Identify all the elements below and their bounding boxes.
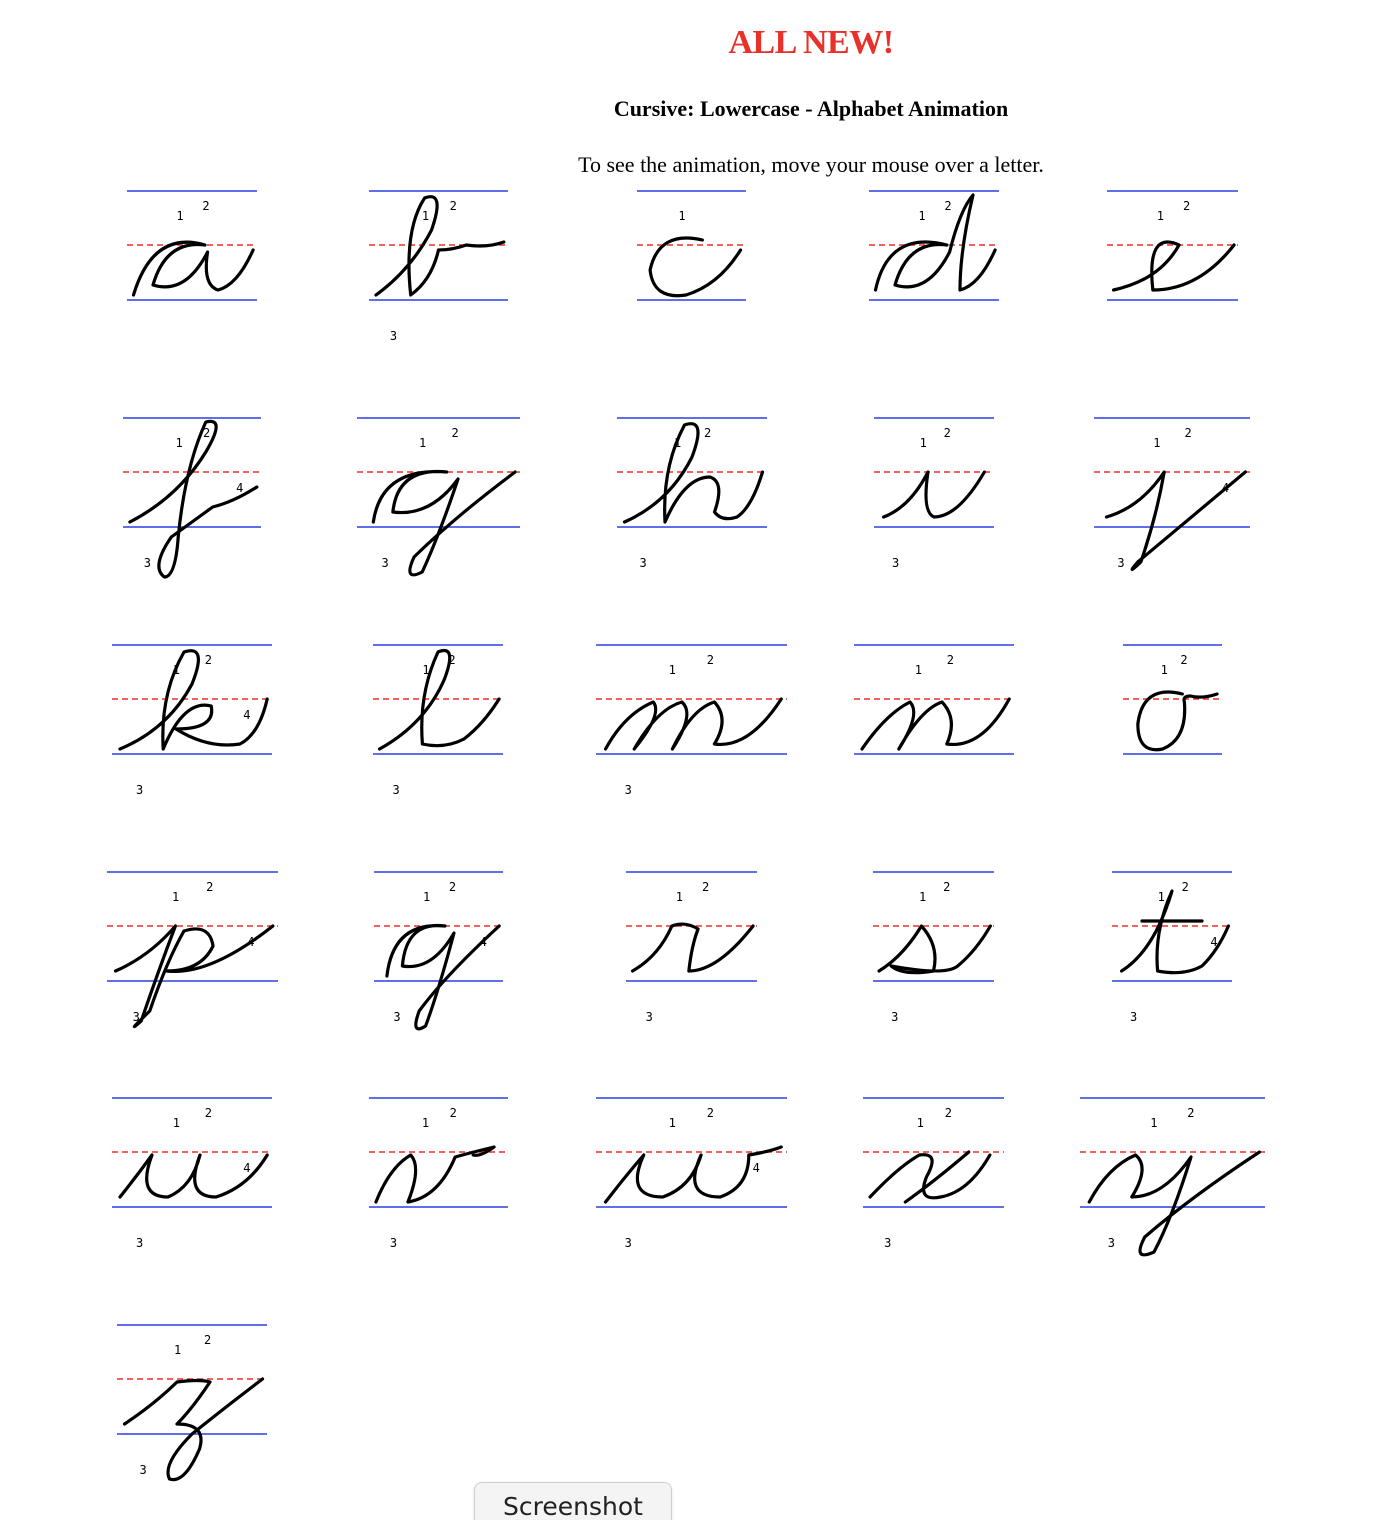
stroke-number-label: 2 [448,653,456,667]
stroke-number-label: 3 [389,1236,398,1250]
stroke-number-label: 2 [704,426,712,440]
stroke-number-label: 2 [706,653,715,667]
stroke-number-label: 2 [1180,653,1188,667]
stroke-number-label: 1 [175,436,183,450]
stroke-number-label: 2 [1184,426,1192,440]
letter-h-tile[interactable] [617,417,767,607]
stroke-number-label: 2 [944,1106,953,1120]
letter-s-glyph [879,926,990,973]
stroke-number-label: 4 [236,481,244,495]
letter-v-glyph [376,1147,494,1202]
letter-e-svg [1107,190,1238,380]
stroke-number-label: 2 [204,1333,212,1347]
stroke-number-label: 4 [1221,481,1230,495]
stroke-number-label: 1 [176,209,184,223]
letter-j-svg [1094,417,1250,607]
stroke-number-label: 2 [449,1106,457,1120]
letter-h-svg [617,417,767,607]
letter-q-svg [374,871,503,1061]
instructions-text: To see the animation, move your mouse over a letter. [578,152,1044,177]
letter-r-glyph [633,924,754,971]
stroke-number-label: 3 [392,783,400,797]
stroke-number-label: 1 [919,436,927,450]
stroke-number-label: 2 [943,880,951,894]
stroke-number-label: 2 [204,1106,213,1120]
letter-t-stroke [1122,891,1229,973]
stroke-number-label: 2 [944,199,952,213]
letter-y-tile[interactable] [1080,1097,1265,1287]
stroke-number-label: 3 [645,1010,653,1024]
letter-b-glyph [376,197,504,295]
letter-t-tile[interactable] [1112,871,1232,1061]
letter-e-stroke [1114,242,1235,290]
stroke-number-label: 1 [421,1116,430,1130]
page-subtitle: Cursive: Lowercase - Alphabet Animation [613,96,1009,121]
stroke-number-label: 1 [916,1116,924,1130]
letter-k-svg [112,644,272,834]
letter-f-glyph [130,421,257,577]
stroke-number-label: 4 [479,935,488,949]
letter-r-stroke [633,924,754,971]
stroke-number-label: 3 [393,1010,401,1024]
headline: ALL NEW! [728,24,894,61]
stroke-number-label: 3 [1130,1010,1138,1024]
stroke-number-label: 1 [668,1116,676,1130]
stroke-number-label: 3 [136,1236,144,1250]
stroke-number-label: 3 [136,783,144,797]
letter-e-tile[interactable] [1107,190,1238,380]
letter-c-tile[interactable] [637,190,746,380]
letter-w-tile[interactable] [596,1097,787,1287]
letter-o-glyph [1138,692,1217,750]
stroke-number-label: 2 [946,653,955,667]
stroke-number-label: 4 [1210,935,1218,949]
stroke-number-label: 1 [678,209,686,223]
letter-d-svg [869,190,999,380]
stroke-number-label: 1 [1156,209,1165,223]
stroke-number-label: 3 [1107,1236,1115,1250]
letter-c-glyph [650,238,740,296]
letter-p-tile[interactable] [107,871,278,1061]
letter-h-stroke [625,424,763,522]
letter-g-svg [357,417,520,607]
stroke-number-label: 2 [1181,880,1189,894]
letter-u-svg [112,1097,272,1287]
stroke-number-label: 2 [706,1106,715,1120]
letter-c-svg [637,190,746,380]
letter-a-svg [127,190,257,380]
stroke-number-label: 2 [448,880,457,894]
letter-i-tile[interactable] [874,417,994,607]
letter-m-glyph [606,699,782,749]
stroke-number-label: 3 [891,1010,899,1024]
stroke-number-label: 1 [1150,1116,1158,1130]
stroke-number-label: 3 [139,1463,147,1477]
stroke-number-label: 1 [174,1343,182,1357]
letter-m-svg [596,644,787,834]
stroke-number-label: 3 [381,556,389,570]
letter-f-svg [123,417,261,607]
stroke-number-label: 3 [143,556,151,570]
stroke-number-label: 1 [1153,436,1161,450]
letter-d-stroke [876,195,996,290]
letter-n-svg [854,644,1014,834]
letter-e-glyph [1114,242,1235,290]
letter-x-svg [863,1097,1004,1287]
letter-m-stroke [606,699,782,749]
letter-s-stroke [879,926,990,973]
stroke-number-label: 3 [132,1010,140,1024]
letter-l-tile[interactable] [373,644,503,834]
stroke-number-label: 1 [668,663,676,677]
stroke-number-label: 1 [171,890,180,904]
letter-j-tile[interactable] [1094,417,1250,607]
letter-a-stroke [134,242,254,295]
letter-v-svg [369,1097,508,1287]
letter-x-tile[interactable] [863,1097,1004,1287]
letter-t-svg [1112,871,1232,1061]
stroke-number-label: 2 [943,426,951,440]
letter-w-svg [596,1097,787,1287]
stroke-number-label: 2 [203,426,211,440]
letter-r-tile[interactable] [626,871,757,1061]
letter-k-stroke [120,651,267,749]
stroke-number-label: 2 [449,199,457,213]
letter-o-stroke [1138,692,1217,750]
stroke-number-label: 2 [701,880,710,894]
letter-v-tile[interactable] [369,1097,508,1287]
letter-f-tile[interactable] [123,417,261,607]
letter-c-stroke [650,238,740,296]
stroke-number-label: 2 [202,199,210,213]
letter-z-svg [117,1324,267,1514]
stroke-number-label: 2 [204,653,213,667]
letter-g-glyph [373,472,515,575]
stroke-number-label: 3 [624,783,632,797]
letter-v-stroke [376,1147,494,1202]
stroke-number-label: 3 [624,1236,632,1250]
stroke-number-label: 3 [884,1236,892,1250]
stroke-number-label: 1 [918,209,926,223]
letter-n-glyph [862,699,1009,749]
stroke-number-label: 2 [451,426,459,440]
letter-t-glyph [1122,891,1229,973]
letter-i-stroke [884,472,985,517]
letter-k-glyph [120,651,267,749]
stroke-number-label: 1 [675,890,684,904]
letter-d-glyph [876,195,996,290]
stroke-number-label: 1 [914,663,923,677]
letter-d-tile[interactable] [869,190,999,380]
stroke-number-label: 1 [674,436,682,450]
stroke-number-label: 1 [172,663,181,677]
stroke-number-label: 1 [422,663,430,677]
letter-s-tile[interactable] [873,871,994,1061]
letter-m-tile[interactable] [596,644,787,834]
stroke-number-label: 1 [423,890,431,904]
stroke-number-label: 1 [1157,890,1165,904]
letter-i-svg [874,417,994,607]
stroke-number-label: 3 [1117,556,1125,570]
letter-s-svg [873,871,994,1061]
letter-k-tile[interactable] [112,644,272,834]
stroke-number-label: 4 [243,1161,251,1175]
letter-n-tile[interactable] [854,644,1014,834]
letter-r-svg [626,871,757,1061]
stroke-number-label: 1 [418,436,427,450]
letter-b-stroke [376,197,504,295]
letter-g-stroke [373,472,515,575]
letter-z-tile[interactable] [117,1324,267,1514]
stroke-number-label: 1 [172,1116,181,1130]
letter-q-tile[interactable] [374,871,503,1061]
letter-h-glyph [625,424,763,522]
stroke-number-label: 3 [639,556,647,570]
letter-a-tile[interactable] [127,190,257,380]
letter-f-stroke [130,421,257,577]
letter-o-svg [1123,644,1222,834]
letter-g-tile[interactable] [357,417,520,607]
screenshot-button[interactable]: Screenshot [474,1482,672,1520]
letter-b-svg [369,190,508,380]
stroke-number-label: 1 [1160,663,1168,677]
letter-o-tile[interactable] [1123,644,1222,834]
letter-b-tile[interactable] [369,190,508,380]
stroke-number-label: 2 [1182,199,1191,213]
stroke-number-label: 1 [421,209,430,223]
stroke-number-label: 4 [752,1161,760,1175]
letter-i-glyph [884,472,985,517]
stroke-number-label: 1 [918,890,927,904]
letter-n-stroke [862,699,1009,749]
stroke-number-label: 2 [1187,1106,1195,1120]
letter-x-stroke [870,1152,990,1202]
stroke-number-label: 3 [892,556,900,570]
stroke-number-label: 2 [206,880,214,894]
letter-u-tile[interactable] [112,1097,272,1287]
letter-x-glyph [870,1152,990,1202]
letter-p-svg [107,871,278,1061]
stroke-number-label: 3 [389,329,398,343]
letter-l-svg [373,644,503,834]
stroke-number-label: 4 [247,935,255,949]
stroke-number-label: 4 [243,708,251,722]
letter-a-glyph [134,242,254,295]
letter-y-svg [1080,1097,1265,1287]
